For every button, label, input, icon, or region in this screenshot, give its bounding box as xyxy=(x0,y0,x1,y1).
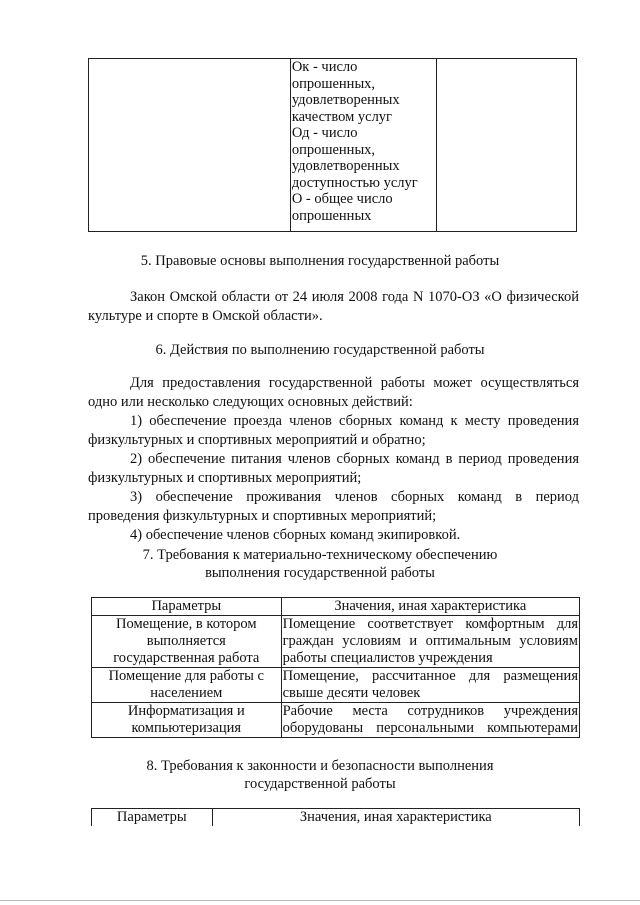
table-row xyxy=(92,703,580,738)
cell-line: работы специалистов учреждения xyxy=(282,650,493,666)
cell-line: Информатизация и xyxy=(127,703,245,719)
value-cell xyxy=(281,703,579,738)
section-5-heading: 5. Правовые основы выполнения государственной работы xyxy=(140,253,500,269)
column-header-values: Значения, иная характеристика xyxy=(281,598,579,616)
section-8-heading: 8. Требования к законности и безопасности выполнения xyxy=(146,758,494,774)
section-6-text xyxy=(88,374,579,545)
cell-line: Помещение для работы с xyxy=(108,668,264,684)
cell-line: оборудованы персональными компьютерами xyxy=(282,720,578,736)
value-cell xyxy=(281,668,579,703)
cell-line: государственная работа xyxy=(113,650,260,666)
cell-line: выполняется xyxy=(146,633,226,649)
requirements-table xyxy=(91,597,580,738)
legend-line: Ок - число xyxy=(291,59,358,75)
column-header-values: Значения, иная характеристика xyxy=(212,809,579,827)
param-cell xyxy=(92,703,282,738)
cell-line: Рабочие места сотрудников учреждения xyxy=(282,703,578,719)
section-7-heading: 7. Требования к материально-техническому обеспечению xyxy=(142,547,498,563)
column-header-params: Параметры xyxy=(92,598,282,616)
cell-line: Помещение соответствует комфортным для xyxy=(282,616,578,632)
legality-table xyxy=(91,808,580,826)
section-5-text xyxy=(88,288,579,326)
section-6-heading: 6. Действия по выполнению государственной работы xyxy=(155,342,485,358)
text-line: Для предоставления государственной работы может осуществляться xyxy=(130,375,579,391)
section-8-heading-line2: государственной работы xyxy=(244,776,396,792)
column-header-params: Параметры xyxy=(92,809,213,827)
table-header-row xyxy=(92,598,580,616)
formula-legend-cell xyxy=(290,59,437,232)
cell-line: свыше десяти человек xyxy=(282,685,421,701)
text-line: 2) обеспечение питания членов сборных команд в период проведения xyxy=(130,451,579,467)
value-cell xyxy=(281,616,579,668)
legend-line: доступностью услуг xyxy=(291,174,418,191)
table-row xyxy=(92,668,580,703)
text-line: 3) обеспечение проживания членов сборных команд в период xyxy=(130,489,579,505)
legend-line: опрошенных xyxy=(291,207,372,224)
cell-line: компьютеризация xyxy=(131,720,242,736)
legend-line: удовлетворенных xyxy=(291,158,400,174)
text-line: 4) обеспечение членов сборных команд экипировкой. xyxy=(130,527,461,543)
legend-line: опрошенных, xyxy=(291,75,376,92)
cell-line: Помещение, рассчитанное для размещения xyxy=(282,668,578,684)
text-line: проведения физкультурных и спортивных мероприятий; xyxy=(88,508,437,524)
legend-line: качеством услуг xyxy=(291,108,392,125)
cell-line: Помещение, в котором xyxy=(116,616,257,632)
text-line: одно или несколько следующих основных действий: xyxy=(88,394,413,410)
table-cell-empty-left xyxy=(89,59,291,232)
table-cell-empty-right xyxy=(437,59,577,232)
text-line: культуре и спорте в Омской области». xyxy=(88,308,323,324)
param-cell xyxy=(92,668,282,703)
text-line: физкультурных и спортивных мероприятий; xyxy=(88,470,362,486)
legend-line: Од - число xyxy=(291,125,358,141)
legend-line: О - общее число xyxy=(291,191,393,207)
section-7-heading-line2: выполнения государственной работы xyxy=(205,565,435,581)
text-line: физкультурных и спортивных мероприятий и обратно; xyxy=(88,432,426,448)
cell-line: граждан условиям и оптимальным условиям xyxy=(282,633,578,649)
table-row xyxy=(92,616,580,668)
table-header-row xyxy=(92,809,580,827)
param-cell xyxy=(92,616,282,668)
indicator-formula-table xyxy=(88,58,577,232)
text-line: Закон Омской области от 24 июля 2008 года N 1070-ОЗ «О физической xyxy=(130,289,579,305)
legend-line: удовлетворенных xyxy=(291,92,400,108)
legend-line: опрошенных, xyxy=(291,141,376,158)
text-line: 1) обеспечение проезда членов сборных команд к месту проведения xyxy=(130,413,579,429)
cell-line: населением xyxy=(150,685,223,701)
scan-edge-line xyxy=(0,900,640,901)
